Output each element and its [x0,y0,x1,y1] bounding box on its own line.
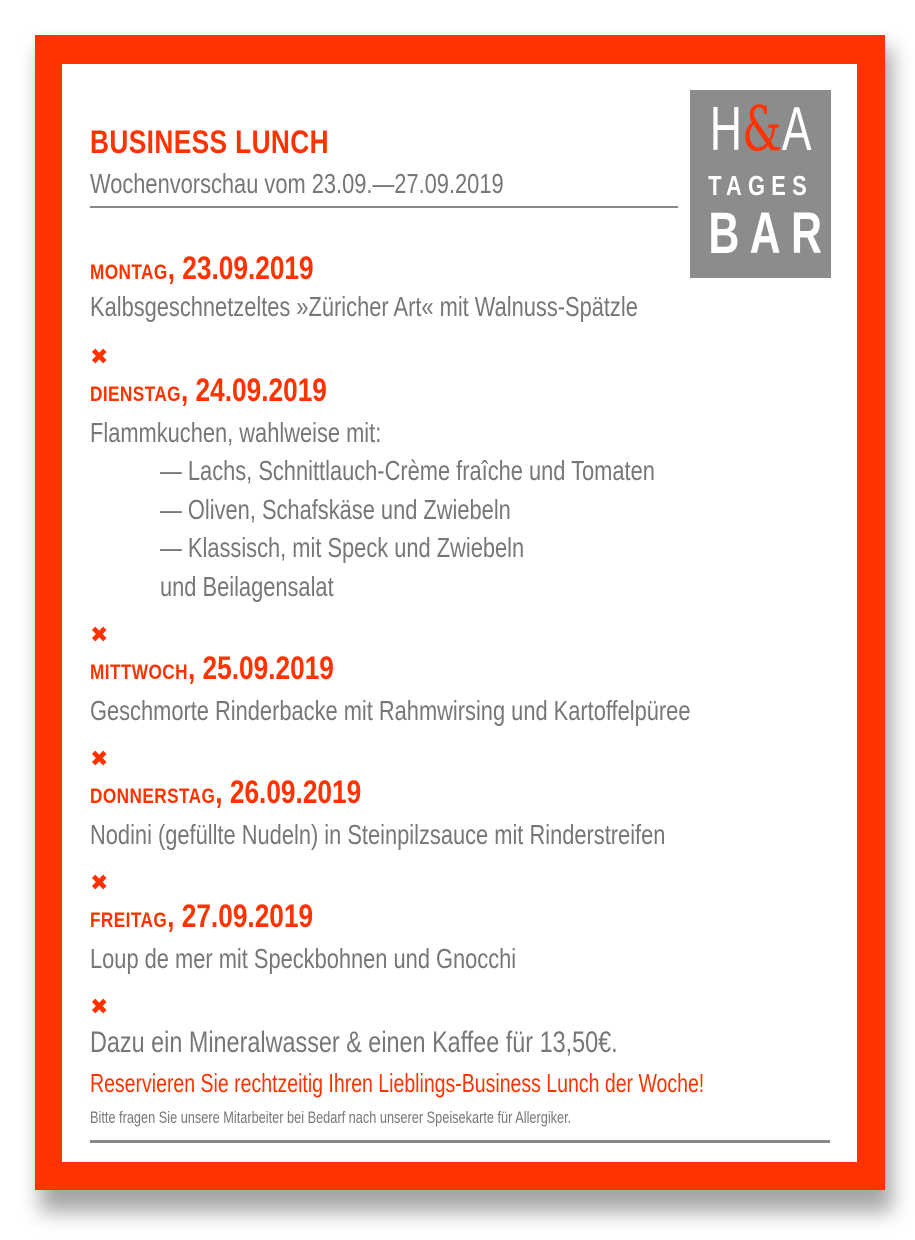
logo-ha-text [709,92,812,165]
logo-a: A [781,95,812,164]
dish-option: — Lachs, Schnittlauch-Crème fraîche und Tomaten [160,455,655,486]
logo-ampersand: & [741,92,782,165]
reservation-note: Reservieren Sie rechtzeitig Ihren Lieblings-Business Lunch der Woche! [90,1068,705,1098]
dish-thursday: Nodini (gefüllte Nudeln) in Steinpilzsauce mit Rinderstreifen [90,819,666,850]
logo-tages-text: TAGES [708,170,813,201]
day-date: 27.09.2019 [181,898,314,934]
price-note: Dazu ein Mineralwasser & einen Kaffee für 13,50€. [90,1026,618,1059]
day-date: 25.09.2019 [202,650,334,686]
day-heading-friday [90,898,313,935]
separator-cross-icon: ✖ [90,870,109,895]
separator-cross-icon: ✖ [90,622,109,647]
day-name: MITTWOCH [90,661,188,684]
day-name: DONNERSTAG [90,785,216,808]
day-heading-tuesday [90,372,327,409]
bottom-divider [90,1140,830,1143]
dish-side: und Beilagensalat [160,571,334,602]
day-comma: , [167,898,175,934]
day-date: 24.09.2019 [195,372,327,408]
day-heading-monday [90,250,314,287]
dish-wednesday: Geschmorte Rinderbacke mit Rahmwirsing und Kartoffelpüree [90,695,691,726]
day-heading-wednesday [90,650,334,687]
separator-cross-icon: ✖ [90,994,109,1019]
day-date: 26.09.2019 [229,774,362,810]
day-date: 23.09.2019 [182,250,314,286]
day-comma: , [167,250,175,286]
day-name: DIENSTAG [90,383,181,406]
day-comma: , [215,774,223,810]
page-title: BUSINESS LUNCH [90,124,330,160]
logo-h: H [709,95,742,164]
dish-option: — Oliven, Schafskäse und Zwiebeln [160,494,511,525]
dish-option: — Klassisch, mit Speck und Zwiebeln [160,532,525,563]
day-name: MONTAG [90,261,168,284]
dish-tuesday: Flammkuchen, wahlweise mit: [90,417,382,448]
week-preview-subtitle: Wochenvorschau vom 23.09.—27.09.2019 [90,168,504,199]
day-comma: , [187,650,196,686]
day-heading-thursday [90,774,361,811]
separator-cross-icon: ✖ [90,344,109,369]
ha-tagesbar-logo [690,90,831,278]
day-name: FREITAG [90,909,168,932]
title-divider [90,206,678,208]
dish-friday: Loup de mer mit Speckbohnen und Gnocchi [90,943,517,974]
separator-cross-icon: ✖ [90,746,109,771]
logo-bar-text: BAR [708,201,833,266]
dish-monday: Kalbsgeschnetzeltes »Züricher Art« mit Walnuss-Spätzle [90,291,638,322]
day-comma: , [180,372,189,408]
allergy-note: Bitte fragen Sie unsere Mitarbeiter bei Bedarf nach unserer Speisekarte für Allergiker. [90,1108,572,1127]
